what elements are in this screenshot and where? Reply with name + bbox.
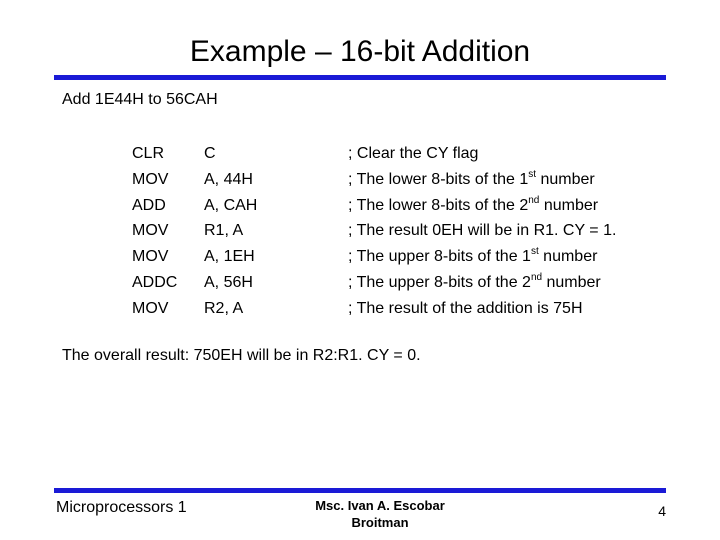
footer-author-line1: Msc. Ivan A. Escobar — [315, 498, 445, 513]
instruction-comment — [348, 218, 616, 244]
instruction-opcode: ADD — [132, 196, 166, 214]
comment-text: number — [542, 273, 601, 291]
comment-text: number — [539, 196, 599, 214]
title-divider — [54, 75, 666, 80]
instruction-opcode: MOV — [132, 170, 169, 188]
comment-text: ; The result of the addition is 75H — [348, 299, 583, 317]
instruction-comment — [348, 141, 616, 167]
instruction-comment — [348, 193, 616, 219]
comment-superscript: nd — [528, 194, 540, 206]
comment-text: number — [538, 248, 598, 266]
comment-text: ; The lower 8-bits of the 1 — [348, 170, 529, 188]
instruction-operand: A, CAH — [204, 196, 258, 214]
instruction-operand: R1, A — [204, 222, 244, 240]
instruction-opcode: MOV — [132, 248, 169, 266]
instruction-operand: A, 44H — [204, 170, 253, 188]
opcode-column — [132, 141, 177, 322]
footer-divider — [54, 488, 666, 493]
instruction-comment — [348, 167, 616, 193]
comment-text: ; The upper 8-bits of the 1 — [348, 248, 531, 266]
instruction-opcode: MOV — [132, 222, 169, 240]
instruction-opcode: ADDC — [132, 273, 178, 291]
comment-superscript: st — [530, 246, 539, 258]
page-number: 4 — [658, 503, 666, 519]
comment-text: ; The upper 8-bits of the 2 — [348, 273, 531, 291]
comment-text: ; The result 0EH will be in R1. CY = 1. — [348, 222, 617, 240]
comment-superscript: nd — [530, 271, 543, 283]
instruction-operand: A, 56H — [204, 273, 253, 291]
comment-superscript: st — [528, 168, 537, 180]
footer-author — [290, 497, 470, 531]
comment-column — [348, 141, 616, 322]
instruction-opcode: MOV — [132, 299, 169, 317]
operand-column — [204, 141, 257, 322]
footer-course: Microprocessors 1 — [56, 499, 187, 516]
instruction-comment — [348, 296, 616, 322]
comment-text: ; The lower 8-bits of the 2 — [348, 196, 529, 214]
result-text: The overall result: 750EH will be in R2:R1. CY = 0. — [62, 347, 421, 364]
instruction-comment — [348, 270, 616, 296]
comment-text: ; Clear the CY flag — [348, 145, 479, 162]
intro-text: Add 1E44H to 56CAH — [62, 91, 218, 108]
instruction-operand: R2, A — [204, 299, 244, 317]
slide-title: Example – 16-bit Addition — [189, 35, 531, 68]
instruction-operand: C — [204, 145, 216, 162]
instruction-comment — [348, 244, 616, 270]
instruction-operand: A, 1EH — [204, 248, 255, 266]
instruction-opcode: CLR — [132, 145, 165, 162]
comment-text: number — [536, 170, 595, 188]
footer-author-line2: Broitman — [351, 515, 409, 530]
